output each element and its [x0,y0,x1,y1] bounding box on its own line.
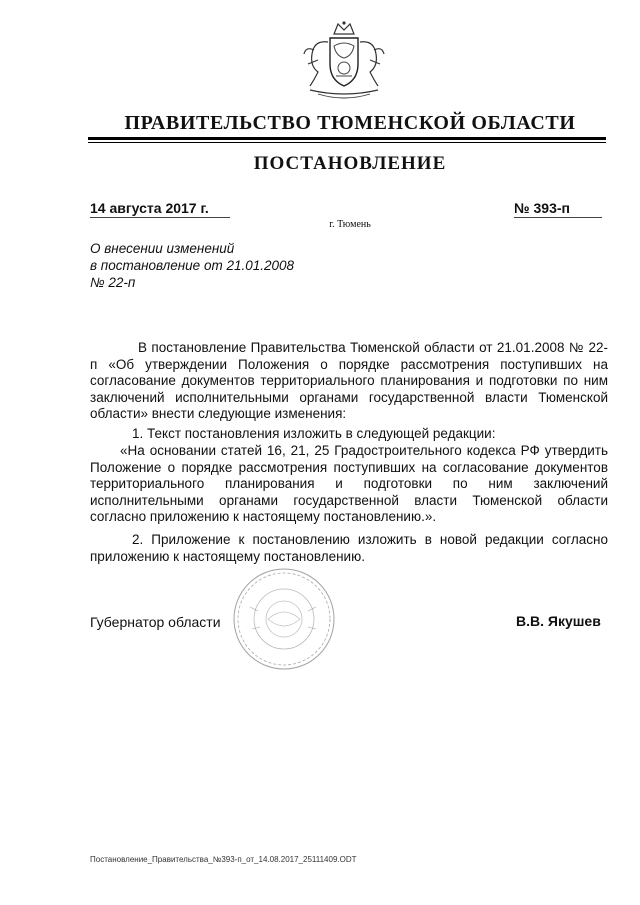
header-rule-thick [88,137,606,140]
official-seal-icon [232,567,336,671]
document-city: г. Тюмень [329,219,371,230]
footer-filename: Постановление_Правительства_№393-п_от_14.08.2017_25111409.ODT [90,855,357,864]
document-subject [90,240,390,291]
signer-name: В.В. Якушев [516,613,601,629]
body-paragraph: В постановление Правительства Тюменской области от 21.01.2008 № 22-п «Об утверждении Положения о порядке рассмотрения поступивших на согласование документов территориального планирования и подготовки по ним заключений исполнительными органами государственной власти Тюменской области» внести следующие изменения: [90,340,608,421]
body-paragraph: «На основании статей 16, 21, 25 Градостроительного кодекса РФ утвердить Положение о порядке рассмотрения поступивших на согласование документов территориального планирования и подготовки по ним заключений исполнительными органами государственной власти Тюменской области согласно приложению к настоящему постановлению.». [90,443,608,524]
document-date: 14 августа 2017 г. [90,200,230,218]
coat-of-arms-icon [300,20,388,102]
body-paragraph: 1. Текст постановления изложить в следующей редакции: [132,426,496,441]
subject-line: № 22-п [90,275,136,290]
government-title: ПРАВИТЕЛЬСТВО ТЮМЕНСКОЙ ОБЛАСТИ [124,112,576,134]
document-number: № 393-п [514,200,602,218]
document-type: ПОСТАНОВЛЕНИЕ [253,153,447,174]
subject-line: О внесении изменений [90,241,235,256]
body-paragraph: 2. Приложение к постановлению изложить в новой редакции согласно приложению к настоящему постановлению. [90,532,608,564]
header-rule-thin [88,142,606,143]
subject-line: в постановление от 21.01.2008 [90,258,295,273]
signer-title: Губернатор области [90,614,221,630]
